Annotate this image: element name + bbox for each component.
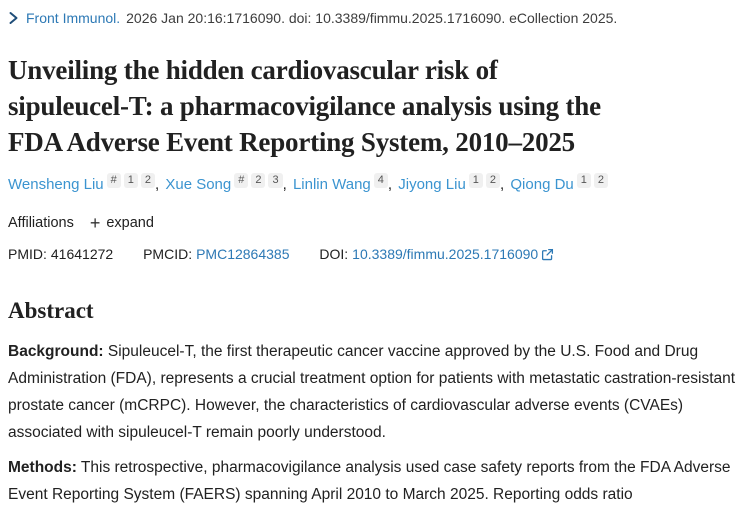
author-link[interactable]: Linlin Wang <box>292 176 371 193</box>
affiliations-row <box>8 215 742 231</box>
affiliation-badge[interactable]: 1 <box>469 173 483 188</box>
affiliation-badge[interactable]: 4 <box>374 173 388 188</box>
pmcid-label: PMCID: <box>143 246 193 262</box>
title-line: sipuleucel-T: a pharmacovigilance analysis using the <box>8 91 601 121</box>
equal-contrib-badge[interactable]: # <box>107 173 121 188</box>
expand-label: expand <box>106 215 154 231</box>
pmid-label: PMID: <box>8 246 47 262</box>
doi-link[interactable]: 10.3389/fimmu.2025.1716090 <box>352 246 539 262</box>
title-line: Unveiling the hidden cardiovascular risk of <box>8 55 498 85</box>
abstract-heading: Abstract <box>8 298 94 323</box>
equal-contrib-badge[interactable]: # <box>234 173 248 188</box>
author-separator: , <box>155 176 164 193</box>
author-link[interactable]: Wensheng Liu <box>8 176 104 193</box>
plus-icon: + <box>89 213 101 233</box>
expand-affiliations-button[interactable] <box>90 215 154 231</box>
author-separator: , <box>282 176 291 193</box>
abstract-paragraph: Background: Sipuleucel-T, the first therapeutic cancer vaccine approved by the U.S. Food and Drug Administration (FDA), represents a crucial treatment option for patients with metastatic castration-resistant prostate cancer (mCRPC). However, the characteristics of cardiovascular adverse events (CVAEs) associated with sipuleucel-T remain poorly understood. <box>8 343 736 441</box>
affiliation-badge[interactable]: 3 <box>268 173 282 188</box>
affiliation-badge[interactable]: 2 <box>141 173 155 188</box>
chevron-right-icon[interactable] <box>8 11 19 25</box>
abstract-paragraph: Methods: This retrospective, pharmacovigilance analysis used case safety reports from the FDA Adverse Event Reporting System (FAERS) spanning April 2010 to March 2025. Reporting odds ratio <box>8 459 731 503</box>
pmcid-link[interactable]: PMC12864385 <box>196 246 290 262</box>
doi-label: DOI: <box>319 246 349 262</box>
citation-details: 2026 Jan 20:16:1716090. doi: 10.3389/fimmu.2025.1716090. eCollection 2025. <box>126 10 618 26</box>
affiliation-badge[interactable]: 1 <box>577 173 591 188</box>
title-line: FDA Adverse Event Reporting System, 2010–2025 <box>8 127 575 157</box>
author-link[interactable]: Qiong Du <box>510 176 574 193</box>
author-link[interactable]: Xue Song <box>165 176 232 193</box>
authors-list <box>8 174 742 195</box>
paragraph-label: Methods: <box>8 459 77 476</box>
author-separator: , <box>387 176 397 193</box>
article-title <box>8 52 742 160</box>
abstract-body <box>8 338 742 508</box>
pmid-value: 41641272 <box>50 246 114 262</box>
affiliation-badge[interactable]: 1 <box>124 173 138 188</box>
doi-group <box>319 246 554 262</box>
affiliation-badge[interactable]: 2 <box>251 173 265 188</box>
journal-link[interactable]: Front Immunol. <box>26 10 121 26</box>
identifiers-row <box>8 244 742 266</box>
affiliation-badge[interactable]: 2 <box>594 173 608 188</box>
pmid-group <box>8 246 113 262</box>
external-link-icon <box>541 246 554 266</box>
author-separator: , <box>500 176 509 193</box>
paragraph-label: Background: <box>8 343 104 360</box>
author-link[interactable]: Jiyong Liu <box>398 176 466 193</box>
journal-citation <box>8 8 742 28</box>
pmcid-group <box>143 246 289 262</box>
affiliation-badge[interactable]: 2 <box>486 173 500 188</box>
affiliations-label: Affiliations <box>8 215 74 231</box>
